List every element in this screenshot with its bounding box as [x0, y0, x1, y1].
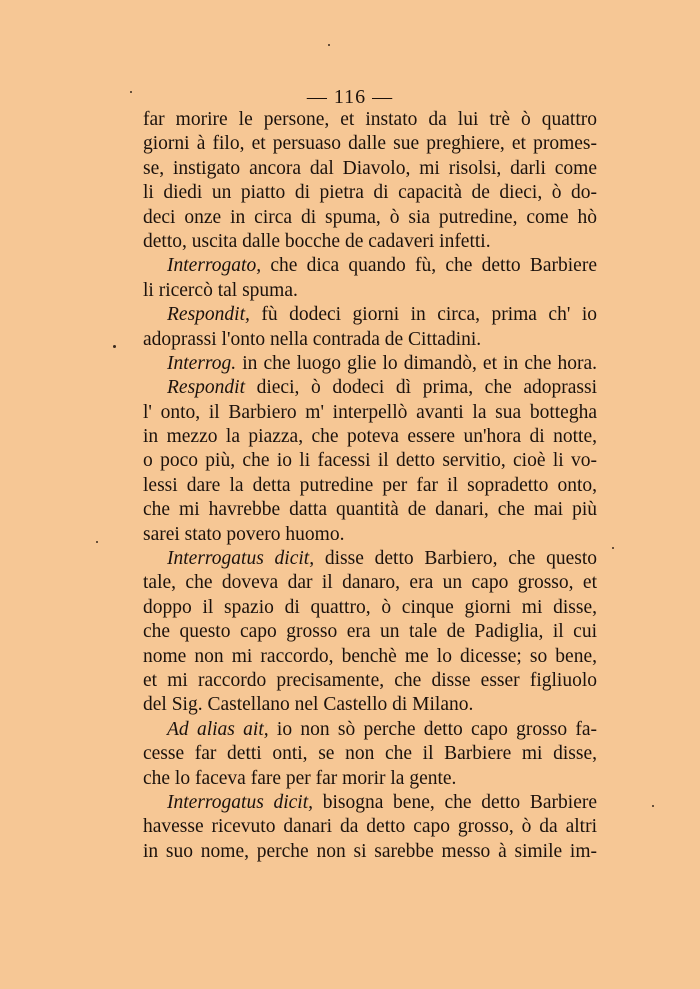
text-line [143, 352, 597, 376]
line-text: li ricercò tal spuma. [143, 279, 298, 301]
text-line [143, 279, 597, 303]
line-text: dieci, ò dodeci dì prima, che adoprassi [245, 377, 597, 399]
text-line [143, 474, 597, 498]
text-line [143, 767, 597, 791]
text-line [143, 449, 597, 473]
paper-speck [328, 44, 330, 46]
text-line [143, 596, 597, 620]
text-line [143, 523, 597, 547]
text-line [143, 815, 597, 839]
text-line [143, 157, 597, 181]
line-text: cesse far detti onti, se non che il Barbiere mi disse, [143, 743, 597, 765]
text-line [143, 425, 597, 449]
line-text: sarei stato povero huomo. [143, 523, 345, 545]
paper-speck [130, 91, 132, 93]
line-text: se, instigato ancora dal Diavolo, mi risolsi, darli come [143, 157, 597, 179]
text-line [143, 401, 597, 425]
text-line [143, 742, 597, 766]
text-line [143, 181, 597, 205]
speaker-label: Respondit [167, 377, 245, 399]
line-text: nome non mi raccordo, benchè me lo dicesse; so bene, [143, 645, 597, 667]
text-line [143, 498, 597, 522]
text-line [143, 571, 597, 595]
text-line [143, 718, 597, 742]
text-line [143, 376, 597, 400]
line-text: in che luogo glie lo dimandò, et in che hora. [236, 352, 597, 374]
line-text: doppo il spazio di quattro, ò cinque giorni mi disse, [143, 596, 597, 618]
text-line [143, 132, 597, 156]
line-text: disse detto Barbiero, che questo [314, 548, 598, 570]
line-text: giorni à filo, et persuaso dalle sue preghiere, et promes- [143, 133, 597, 155]
speaker-label: Ad alias ait, [167, 718, 269, 740]
line-text: lessi dare la detta putredine per far il sopradetto onto, [143, 474, 597, 496]
text-line [143, 645, 597, 669]
line-text: tale, che doveva dar il danaro, era un capo grosso, et [143, 572, 597, 594]
speaker-label: Interrogatus dicit, [167, 548, 315, 570]
line-text: o poco più, che io li facessi il detto servitio, cioè li vo- [143, 450, 597, 472]
line-text: in suo nome, perche non si sarebbe messo à simile im- [143, 840, 597, 862]
text-line [143, 230, 597, 254]
line-text: l' onto, il Barbiero m' interpellò avanti la sua bottegha [143, 401, 597, 423]
line-text: che mi havrebbe datta quantità de danari, che mai più [143, 499, 597, 521]
text-line [143, 840, 597, 864]
line-text: che lo faceva fare per far morir la gente. [143, 767, 457, 789]
line-text: in mezzo la piazza, che poteva essere un'hora di notte, [143, 426, 597, 448]
body-text [143, 108, 597, 864]
line-text: havesse ricevuto danari da detto capo grosso, ò da altri [143, 816, 597, 838]
page-number: — 116 — [306, 86, 394, 108]
speaker-label: Respondit, [167, 304, 250, 326]
text-line [143, 328, 597, 352]
line-text: bisogna bene, che detto Barbiere [313, 791, 598, 813]
line-text: fù dodeci giorni in circa, prima ch' io [249, 304, 597, 326]
line-text: et mi raccordo precisamente, che disse esser figliuolo [143, 669, 597, 691]
text-line [143, 254, 597, 278]
speaker-label: Interrog. [167, 352, 237, 374]
line-text: far morire le persone, et instato da lui trè ò quattro [143, 109, 597, 130]
text-line [143, 547, 597, 571]
text-line [143, 791, 597, 815]
line-text: che questo capo grosso era un tale de Padiglia, il cui [143, 621, 597, 643]
paper-speck [96, 541, 98, 543]
paper-speck [113, 345, 116, 348]
line-text: che dica quando fù, che detto Barbiere [261, 255, 597, 277]
speaker-label: Interrogatus dicit, [167, 791, 314, 813]
line-text: adoprassi l'onto nella contrada de Cittadini. [143, 328, 482, 350]
text-line [143, 620, 597, 644]
line-text: io non sò perche detto capo grosso fa- [268, 718, 597, 740]
speaker-label: Interrogato, [167, 255, 262, 277]
text-line [143, 693, 597, 717]
paper-speck [612, 547, 614, 549]
line-text: deci onze in circa di spuma, ò sia putredine, come hò [143, 206, 597, 228]
text-line [143, 303, 597, 327]
text-line [143, 669, 597, 693]
line-text: del Sig. Castellano nel Castello di Milano. [143, 694, 474, 716]
text-line [143, 108, 597, 132]
paper-speck [652, 805, 654, 807]
text-line [143, 206, 597, 230]
line-text: detto, uscita dalle bocche de cadaveri infetti. [143, 230, 491, 252]
line-text: li diedi un piatto di pietra di capacità de dieci, ò do- [143, 182, 597, 204]
